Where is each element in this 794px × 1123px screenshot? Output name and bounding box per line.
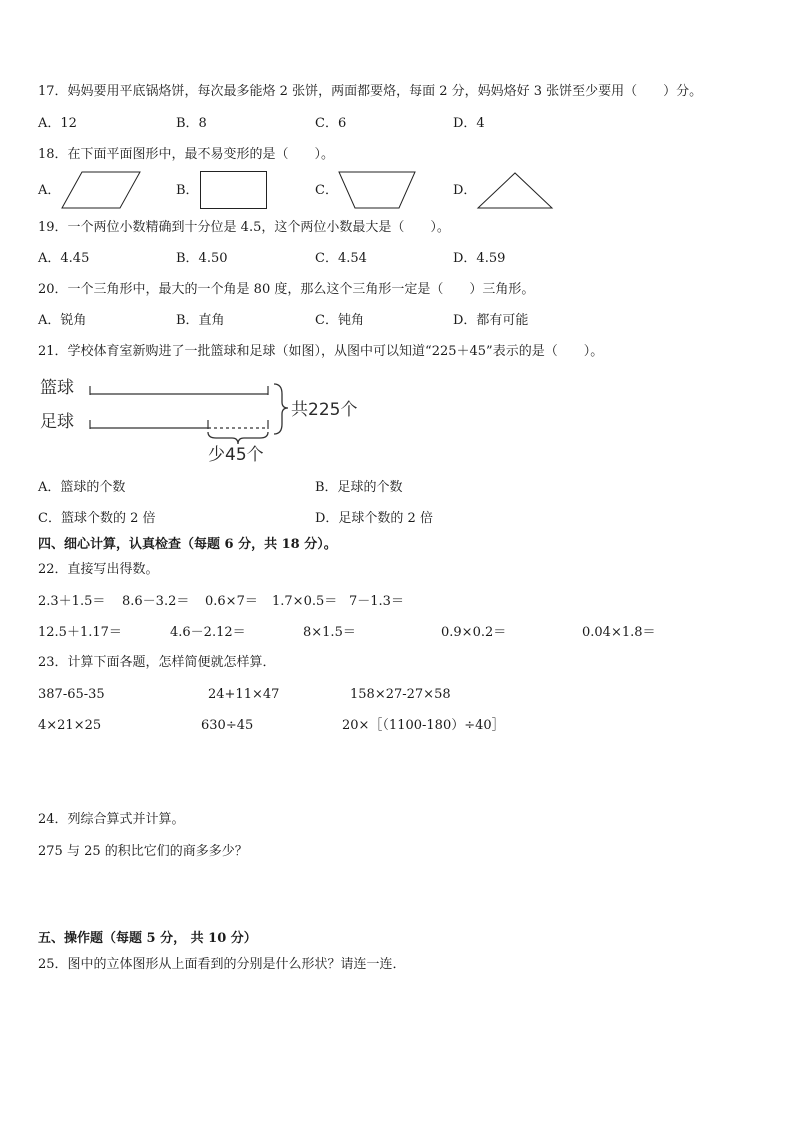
trapezoid-icon (337, 170, 417, 210)
difference-brace (208, 432, 268, 444)
question-23-stem: 23．计算下面各题，怎样简便就怎样算． (38, 655, 276, 670)
basketball-label: 篮球 (40, 378, 74, 398)
q19-option-c: C．4.54 (315, 251, 367, 266)
q19-option-a: A．4.45 (38, 251, 90, 266)
q21-option-c: C．篮球个数的 2 倍 (38, 511, 156, 526)
triangle-icon (476, 170, 554, 210)
question-17-stem: 17．妈妈要用平底锅烙饼，每次最多能烙 2 张饼，两面都要烙，每面 2 分，妈妈烙好 3 张饼至少要用（ ）分。 (38, 84, 703, 99)
basketball-segment (90, 386, 268, 395)
q18-option-d: D． (453, 183, 477, 198)
q22-expr: 12.5＋1.17＝ (38, 625, 122, 640)
q19-option-d: D．4.59 (453, 251, 506, 266)
section-4-title: 四、细心计算，认真检查（每题 6 分，共 18 分）。 (38, 537, 337, 552)
question-25-stem: 25．图中的立体图形从上面看到的分别是什么形状？请连一连． (38, 957, 406, 972)
question-24-stem: 24．列综合算式并计算。 (38, 812, 185, 827)
q19-option-b: B．4.50 (176, 251, 228, 266)
q23-expr: 630÷45 (201, 718, 254, 733)
q20-option-d: D．都有可能 (453, 313, 529, 328)
q22-expr: 8×1.5＝ (303, 625, 356, 640)
question-20-stem: 20．一个三角形中，最大的一个角是 80 度，那么这个三角形一定是（ ）三角形。 (38, 282, 535, 297)
q18-option-a: A． (38, 183, 61, 198)
less-label: 少45个 (208, 445, 264, 464)
q23-expr: 24+11×47 (208, 687, 280, 702)
rectangle-icon (199, 170, 269, 210)
q22-expr: 4.6－2.12＝ (170, 625, 246, 640)
question-18-stem: 18．在下面平面图形中，最不易变形的是（ ）。 (38, 147, 335, 162)
q21-option-d: D．足球个数的 2 倍 (315, 511, 433, 526)
football-segment (90, 420, 268, 429)
q18-option-c: C． (315, 183, 338, 198)
q23-expr: 158×27-27×58 (350, 687, 451, 702)
q17-option-a: A．12 (38, 116, 77, 131)
q22-expr: 7－1.3＝ (349, 594, 404, 609)
total-brace (274, 384, 288, 434)
q23-expr: 387-65-35 (38, 687, 105, 702)
q23-expr: 4×21×25 (38, 718, 102, 733)
q23-expr: 20×［（1100-180）÷40］ (342, 718, 505, 733)
q20-option-c: C．钝角 (315, 313, 364, 328)
q17-option-b: B．8 (176, 116, 207, 131)
q22-expr: 8.6－3.2＝ (122, 594, 190, 609)
q22-expr: 1.7×0.5＝ (272, 594, 338, 609)
q20-option-a: A．锐角 (38, 313, 87, 328)
total-label: 共225个 (291, 400, 358, 420)
q18-option-b: B． (176, 183, 199, 198)
parallelogram-icon (60, 170, 142, 210)
football-label: 足球 (40, 412, 74, 432)
q17-option-d: D．4 (453, 116, 485, 131)
question-24-text: 275 与 25 的积比它们的商多多少？ (38, 844, 248, 859)
q22-expr: 0.9×0.2＝ (441, 625, 507, 640)
section-5-title: 五、操作题（每题 5 分， 共 10 分） (38, 931, 257, 946)
question-22-stem: 22．直接写出得数。 (38, 562, 159, 577)
q17-option-c: C．6 (315, 116, 347, 131)
line-segment-diagram (36, 372, 366, 464)
question-19-stem: 19．一个两位小数精确到十分位是 4.5，这个两位小数最大是（ ）。 (38, 220, 450, 235)
q22-expr: 0.6×7＝ (205, 594, 258, 609)
q22-expr: 0.04×1.8＝ (582, 625, 656, 640)
q21-option-a: A．篮球的个数 (38, 480, 126, 495)
q21-option-b: B．足球的个数 (315, 480, 403, 495)
q20-option-b: B．直角 (176, 313, 225, 328)
q22-expr: 2.3＋1.5＝ (38, 594, 106, 609)
question-21-stem: 21．学校体育室新购进了一批篮球和足球（如图），从图中可以知道“225＋45”表示的是（ ）。 (38, 344, 604, 359)
